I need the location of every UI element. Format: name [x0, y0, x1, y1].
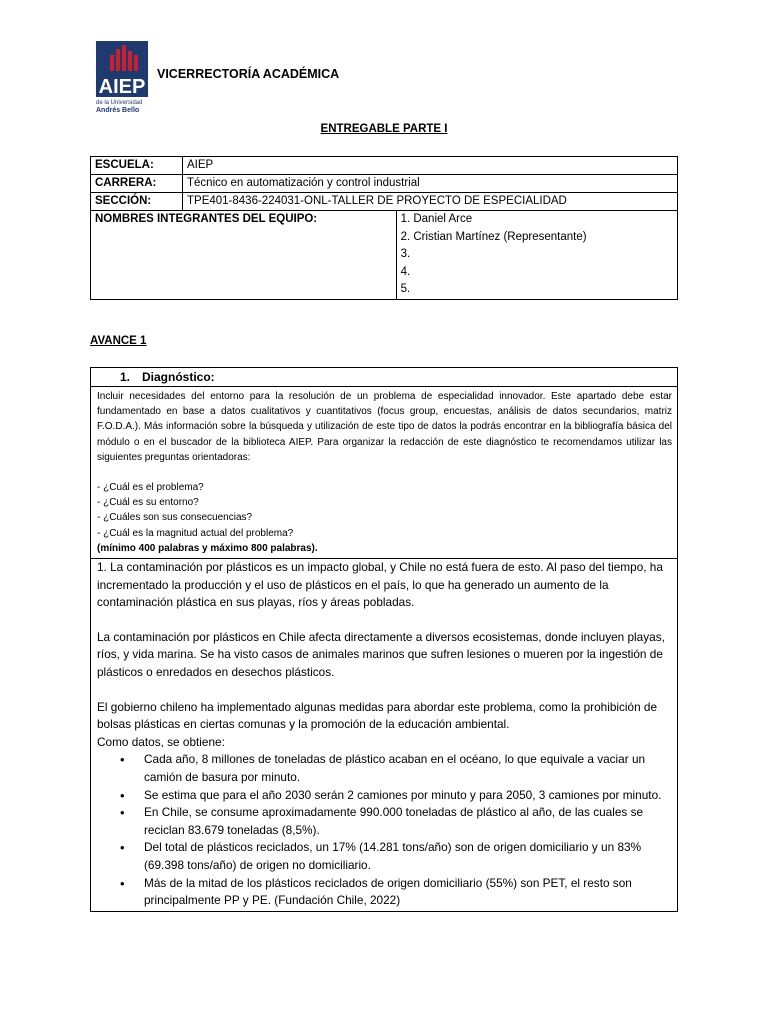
document-title: ENTREGABLE PARTE I — [320, 123, 448, 135]
info-table — [90, 156, 678, 300]
paragraph-2: La contaminación por plásticos en Chile afecta directamente a diversos ecosistemas, donde incluyen playas, ríos, y vida marina. Se ha visto casos de animales marinos que sufren lesiones o mueren por la ingestión de plásticos o enredados en desechos plásticos. — [97, 629, 665, 679]
members-label: NOMBRES INTEGRANTES DEL EQUIPO: — [91, 211, 397, 300]
members-list — [396, 211, 677, 300]
member-5: 5. — [400, 283, 411, 295]
diagnostico-title: Diagnóstico: — [142, 370, 215, 384]
member-2: 2. Cristian Martínez (Representante) — [400, 230, 587, 243]
carrera-label: CARRERA: — [91, 175, 183, 193]
seccion-label: SECCIÓN: — [91, 193, 183, 211]
seccion-value: TPE401-8436-224031-ONL-TALLER DE PROYECTO DE ESPECIALIDAD — [183, 193, 678, 211]
row-seccion — [91, 193, 678, 211]
bullet-item-2: • Se estima que para el año 2030 serán 2 camiones por minuto y para 2050, 3 camiones por minuto. — [97, 787, 672, 805]
question-2: - ¿Cuál es su entorno? — [97, 497, 199, 509]
question-3: - ¿Cuáles son sus consecuencias? — [97, 512, 253, 524]
bullet-item-4: • Del total de plásticos reciclados, un 17% (14.281 tons/año) son de origen domiciliario y un 83% (69.398 tons/año) de origen no domiciliario. — [97, 839, 672, 874]
bullet-item-3: • En Chile, se consume aproximadamente 990.000 toneladas de plástico al año, de las cuales se reciclan 83.679 toneladas (8,5%). — [97, 804, 672, 839]
member-1: 1. Daniel Arce — [400, 213, 473, 225]
question-1: - ¿Cuál es el problema? — [97, 482, 204, 494]
logo-sub1: de la Universidad — [96, 100, 143, 106]
aiep-logo — [96, 41, 148, 113]
diagnostico-number: 1. — [120, 370, 131, 384]
word-limit: (mínimo 400 palabras y máximo 800 palabras). — [97, 542, 318, 554]
question-4: - ¿Cuál es la magnitud actual del problema? — [97, 527, 294, 539]
paragraph-1: 1. La contaminación por plásticos es un impacto global, y Chile no está fuera de esto. Al paso del tiempo, ha incrementado la producción y el uso de plásticos en el país, lo que ha generado un aumento de la contaminación plástica en sus playas, ríos y áreas pobladas. — [97, 560, 663, 610]
paragraph-3: El gobierno chileno ha implementado algunas medidas para abordar este problema, como la prohibición de bolsas plásticas en ciertas comunas y la promoción de la educación ambiental. — [97, 699, 658, 732]
row-escuela — [91, 157, 678, 175]
carrera-value: Técnico en automatización y control industrial — [183, 175, 678, 193]
diagnostico-instructions — [91, 387, 677, 559]
bullet-item-1: • Cada año, 8 millones de toneladas de plástico acaban en el océano, lo que equivale a vaciar un camión de basura por minuto. — [97, 751, 672, 786]
member-3: 3. — [400, 248, 411, 260]
institution-title: VICERRECTORÍA ACADÉMICA — [157, 67, 340, 81]
row-members — [91, 211, 678, 300]
diagnostico-box — [90, 367, 678, 912]
escuela-label: ESCUELA: — [91, 157, 183, 175]
diagnostico-body — [91, 559, 677, 911]
member-4: 4. — [400, 265, 411, 278]
avance-title: AVANCE 1 — [90, 335, 147, 347]
escuela-value: AIEP — [183, 157, 678, 175]
instructions-text: Incluir necesidades del entorno para la resolución de un problema de especialidad innovador. Este apartado debe estar fundamentado en base a datos cualitativos y cuantitativos (focus group, encuestas, análisis de datos secundarios, matriz F.O.D.A.). Más información sobre la búsqueda y utilización de este tipo de datos la podrás encontrar en la bibliografía básica del módulo o en el buscador de la biblioteca AIEP. Para organizar la redacción de este diagnóstico te recomendamos utilizar las siguientes preguntas orientadoras: — [97, 391, 672, 463]
row-carrera — [91, 175, 678, 193]
diagnostico-header — [91, 368, 677, 387]
bullet-item-5: • Más de la mitad de los plásticos reciclados de origen domiciliario (55%) son PET, el resto son principalmente PP y PE. (Fundación Chile, 2022) — [97, 875, 672, 910]
paragraph-4: Como datos, se obtiene: — [97, 734, 225, 749]
logo-sub2: Andrés Bello — [96, 107, 140, 113]
logo-wordmark: AIEP — [98, 76, 146, 98]
data-bullet-list — [97, 751, 672, 909]
